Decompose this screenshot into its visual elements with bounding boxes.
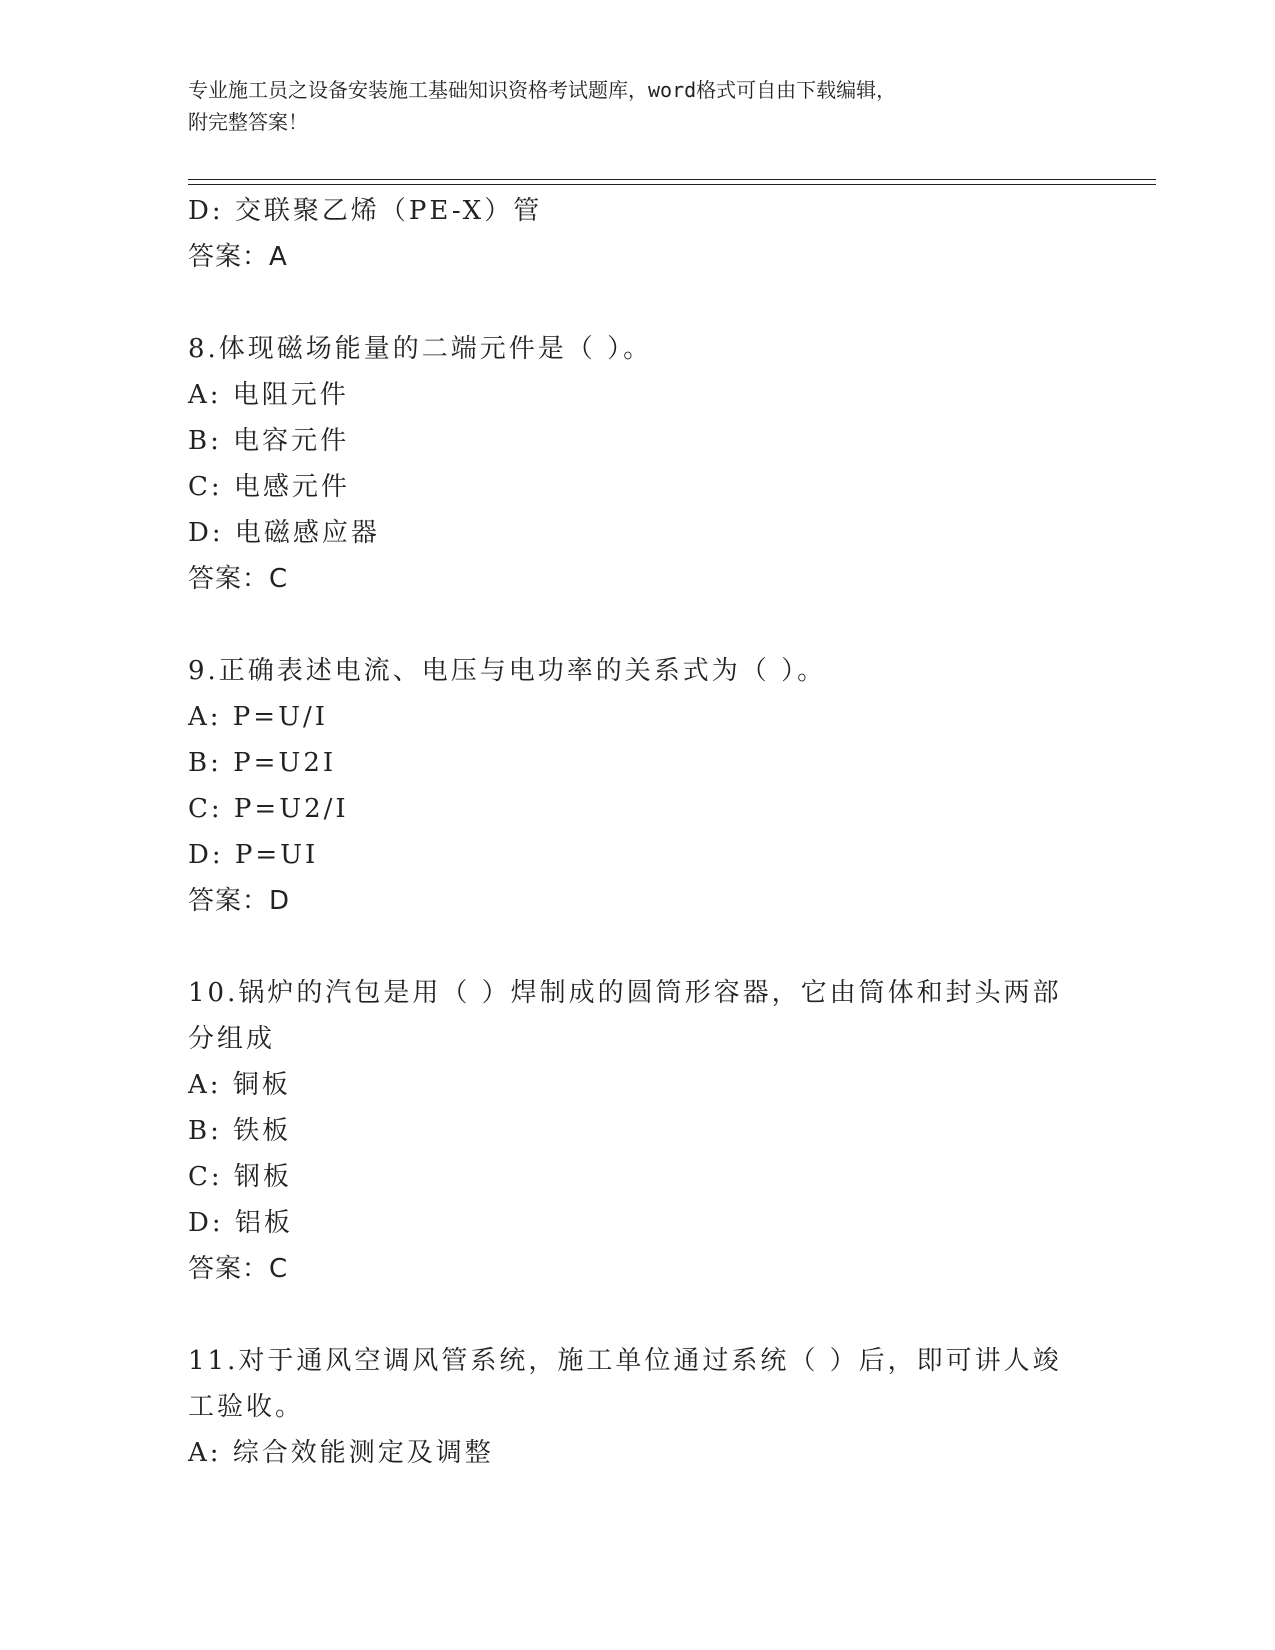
q11-option-a: A: 综合效能测定及调整	[188, 1438, 494, 1468]
q8-option-a: A: 电阻元件	[188, 380, 349, 410]
question-10	[188, 970, 1068, 1292]
q10-stem-line-1: 10.锅炉的汽包是用（ ）焊制成的圆筒形容器，它由筒体和封头两部	[188, 978, 1062, 1008]
header-divider-thick	[188, 179, 1156, 180]
header-title-line-2: 附完整答案！	[188, 110, 308, 134]
spacer	[188, 602, 1068, 648]
q9-option-c: C: P=U2/I	[188, 794, 349, 824]
question-9	[188, 648, 1068, 924]
q10-option-c: C: 钢板	[188, 1162, 292, 1192]
q10-answer: 答案：C	[188, 1254, 289, 1284]
q9-option-b: B: P=U2I	[188, 748, 337, 778]
q8-answer: 答案：C	[188, 564, 289, 594]
q9-answer: 答案：D	[188, 886, 291, 916]
question-11	[188, 1338, 1068, 1476]
question-7-tail	[188, 188, 1068, 280]
q7-answer: 答案：A	[188, 242, 288, 272]
spacer	[188, 924, 1068, 970]
q8-stem: 8.体现磁场能量的二端元件是（ ）。	[188, 334, 653, 364]
q8-option-b: B: 电容元件	[188, 426, 350, 456]
spacer	[188, 280, 1068, 326]
q10-stem-line-2: 分组成	[188, 1024, 276, 1054]
header-title-line-1: 专业施工员之设备安装施工基础知识资格考试题库，word格式可自由下载编辑，	[188, 78, 897, 102]
page-header	[188, 74, 1068, 138]
q10-option-d: D: 铝板	[188, 1208, 293, 1238]
q11-stem-line-2: 工验收。	[188, 1392, 305, 1422]
q9-option-d: D: P=UI	[188, 840, 319, 870]
q10-option-a: A: 铜板	[188, 1070, 291, 1100]
question-8	[188, 326, 1068, 602]
q11-stem-line-1: 11.对于通风空调风管系统，施工单位通过系统（ ）后，即可讲人竣	[188, 1346, 1062, 1376]
question-list	[188, 188, 1068, 1476]
q9-stem: 9.正确表述电流、电压与电功率的关系式为（ ）。	[188, 656, 827, 686]
q8-option-c: C: 电感元件	[188, 472, 350, 502]
q8-option-d: D: 电磁感应器	[188, 518, 380, 548]
q10-option-b: B: 铁板	[188, 1116, 292, 1146]
header-divider-thin	[188, 184, 1156, 185]
q7-option-d: D: 交联聚乙烯（PE-X）管	[188, 196, 543, 226]
q9-option-a: A: P=U/I	[188, 702, 329, 732]
spacer	[188, 1292, 1068, 1338]
